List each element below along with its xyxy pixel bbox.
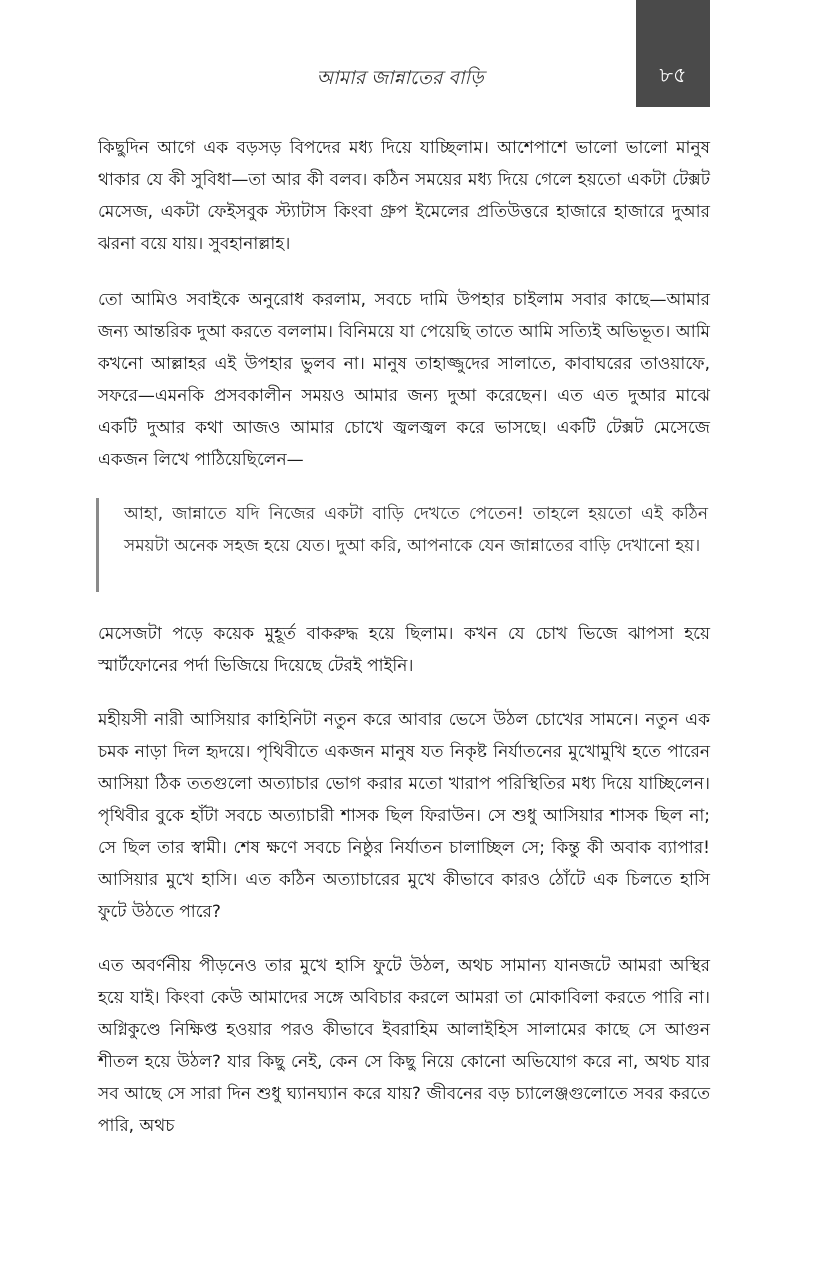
quote-bar bbox=[96, 498, 99, 592]
paragraph-3-text: মেসেজটা পড়ে কয়েক মুহূর্ত বাকরুদ্ধ হয়ে ছিলাম। কখন যে চোখ ভিজে ঝাপসা হয়ে স্মার্টফোনের পর্দা ভিজিয়ে দিয়েছে টেরই পাইনি। bbox=[98, 624, 710, 676]
block-quote bbox=[96, 498, 708, 592]
running-header-title: আমার জান্নাতের বাড়ি bbox=[316, 67, 484, 89]
paragraph-5-text: এত অবর্ণনীয় পীড়নেও তার মুখে হাসি ফুটে উঠল, অথচ সামান্য যানজটে আমরা অস্থির হয়ে যাই। কিংবা কেউ আমাদের সঙ্গে অবিচার করলে আমরা তা মোকাবিলা করতে পারি না। অগ্নিকুণ্ডে নিক্ষিপ্ত হওয়ার পরও কীভাবে ইবরাহিম আলাইহিস সালামের কাছে সে আগুন শীতল হয়ে উঠল? যার কিছু নেই, কেন সে কিছু নিয়ে কোনো অভিযোগ করে না, অথচ যার সব আছে সে সারা দিন শুধু ঘ্যানঘ্যান করে যায়? জীবনের বড় চ্যালেঞ্জগুলোতে সবর করতে পারি, অথচ bbox=[98, 956, 710, 1136]
page-number-tab bbox=[636, 0, 710, 107]
page-number: ৮৫ bbox=[659, 63, 687, 87]
quote-text: আহা, জান্নাতে যদি নিজের একটা বাড়ি দেখতে পেতেন! তাহলে হয়তো এই কঠিন সময়টা অনেক সহজ হয়ে যেত। দুআ করি, আপনাকে যেন জান্নাতের বাড়ি দেখানো হয়। bbox=[124, 504, 708, 556]
paragraph-1-text: কিছুদিন আগে এক বড়সড় বিপদের মধ্য দিয়ে যাচ্ছিলাম। আশেপাশে ভালো ভালো মানুষ থাকার যে কী সুবিধা—তা আর কী বলব। কঠিন সময়ের মধ্য দিয়ে গেলে হয়তো একটা টেক্সট মেসেজ, একটা ফেইসবুক স্ট্যাটাস কিংবা গ্রুপ ইমেলের প্রতিউত্তরে হাজারে হাজারে দুআর ঝরনা বয়ে যায়। সুবহানাল্লাহ। bbox=[98, 138, 710, 254]
paragraph-3 bbox=[98, 618, 710, 682]
paragraph-4-text: মহীয়সী নারী আসিয়ার কাহিনিটা নতুন করে আবার ভেসে উঠল চোখের সামনে। নতুন এক চমক নাড়া দিল হৃদয়ে। পৃথিবীতে একজন মানুষ যত নিকৃষ্ট নির্যাতনের মুখোমুখি হতে পারেন আসিয়া ঠিক ততগুলো অত্যাচার ভোগ করার মতো খারাপ পরিস্থিতির মধ্য দিয়ে যাচ্ছিলেন। পৃথিবীর বুকে হাঁটা সবচে অত্যাচারী শাসক ছিল ফিরাউন। সে শুধু আসিয়ার শাসক ছিল না; সে ছিল তার স্বামী। শেষ ক্ষণে সবচে নিষ্ঠুর নির্যাতন চালাচ্ছিল সে; কিন্তু কী অবাক ব্যাপার! আসিয়ার মুখে হাসি। এত কঠিন অত্যাচারের মুখে কীভাবে কারও ঠোঁটে এক চিলতে হাসি ফুটে উঠতে পারে? bbox=[98, 710, 710, 922]
paragraph-2-text: তো আমিও সবাইকে অনুরোধ করলাম, সবচে দামি উপহার চাইলাম সবার কাছে—আমার জন্য আন্তরিক দুআ করতে বললাম। বিনিময়ে যা পেয়েছি তাতে আমি সত্যিই অভিভূত। আমি কখনো আল্লাহর এই উপহার ভুলব না। মানুষ তাহাজ্জুদের সালাতে, কাবাঘরের তাওয়াফে, সফরে—এমনকি প্রসবকালীন সময়ও আমার জন্য দুআ করেছেন। এত এত দুআর মাঝে একটি দুআর কথা আজও আমার চোখে জ্বলজ্বল করে ভাসছে। একটি টেক্সট মেসেজে একজন লিখে পাঠিয়েছিলেন— bbox=[98, 290, 710, 470]
paragraph-5 bbox=[98, 950, 710, 1142]
paragraph-1 bbox=[98, 132, 710, 260]
paragraph-4 bbox=[98, 704, 710, 928]
paragraph-2 bbox=[98, 284, 710, 476]
